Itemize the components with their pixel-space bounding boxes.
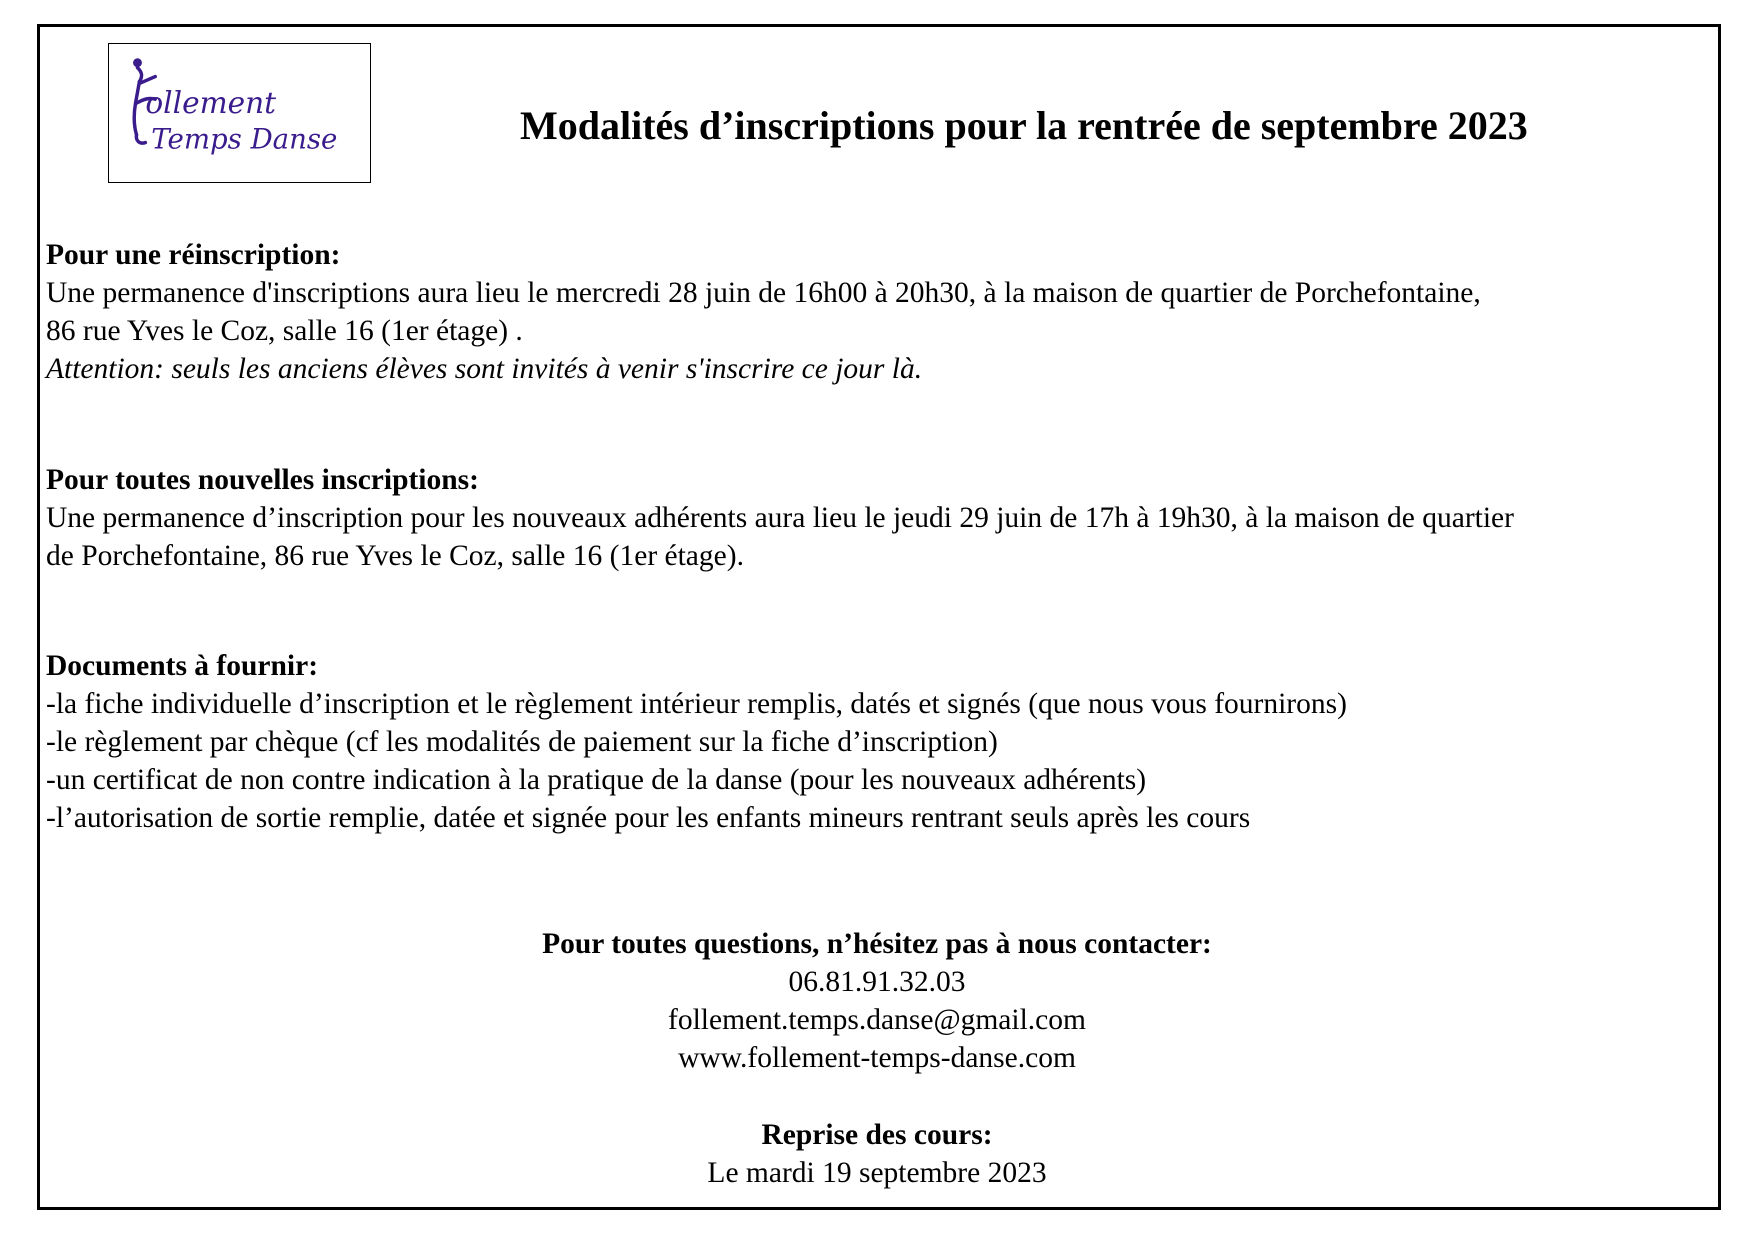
logo-line1: ollement <box>145 86 277 120</box>
new-registrations-line-2: de Porchefontaine, 86 rue Yves le Coz, salle 16 (1er étage). <box>46 540 744 572</box>
documents-item: -un certificat de non contre indication à la pratique de la danse (pour les nouveaux adhérents) <box>46 764 1147 796</box>
documents-section <box>46 647 1714 837</box>
reprise-heading: Reprise des cours: <box>761 1119 993 1151</box>
page-title: Modalités d’inscriptions pour la rentrée de septembre 2023 <box>520 103 1528 148</box>
documents-item: -le règlement par chèque (cf les modalités de paiement sur la fiche d’inscription) <box>46 726 998 758</box>
reprise-date: Le mardi 19 septembre 2023 <box>707 1157 1047 1189</box>
documents-item: -l’autorisation de sortie remplie, datée et signée pour les enfants mineurs rentrant seuls après les cours <box>46 802 1251 834</box>
reprise-section <box>0 1116 1754 1192</box>
new-registrations-section <box>46 461 1714 575</box>
contact-heading: Pour toutes questions, n’hésitez pas à nous contacter: <box>542 928 1212 960</box>
reinscription-section <box>46 236 1714 388</box>
new-registrations-heading: Pour toutes nouvelles inscriptions: <box>46 464 479 496</box>
new-registrations-line-1: Une permanence d’inscription pour les nouveaux adhérents aura lieu le jeudi 29 juin de 17h à 19h30, à la maison de quartier <box>46 502 1514 534</box>
logo <box>108 43 371 183</box>
reinscription-line-1: Une permanence d'inscriptions aura lieu le mercredi 28 juin de 16h00 à 20h30, à la maison de quartier de Porchefontaine, <box>46 277 1481 309</box>
contact-section <box>0 925 1754 1077</box>
documents-heading: Documents à fournir: <box>46 650 319 682</box>
contact-website: www.follement-temps-danse.com <box>678 1042 1076 1074</box>
contact-phone: 06.81.91.32.03 <box>788 966 966 998</box>
reinscription-heading: Pour une réinscription: <box>46 239 341 271</box>
documents-item: -la fiche individuelle d’inscription et le règlement intérieur remplis, datés et signés (que nous vous fournirons) <box>46 688 1347 720</box>
logo-line2: Temps Danse <box>151 122 338 156</box>
reinscription-line-2: 86 rue Yves le Coz, salle 16 (1er étage) . <box>46 315 523 347</box>
reinscription-note: Attention: seuls les anciens élèves sont invités à venir s'inscrire ce jour là. <box>46 353 923 385</box>
contact-email: follement.temps.danse@gmail.com <box>668 1004 1086 1036</box>
dancer-logo-icon <box>109 44 370 182</box>
